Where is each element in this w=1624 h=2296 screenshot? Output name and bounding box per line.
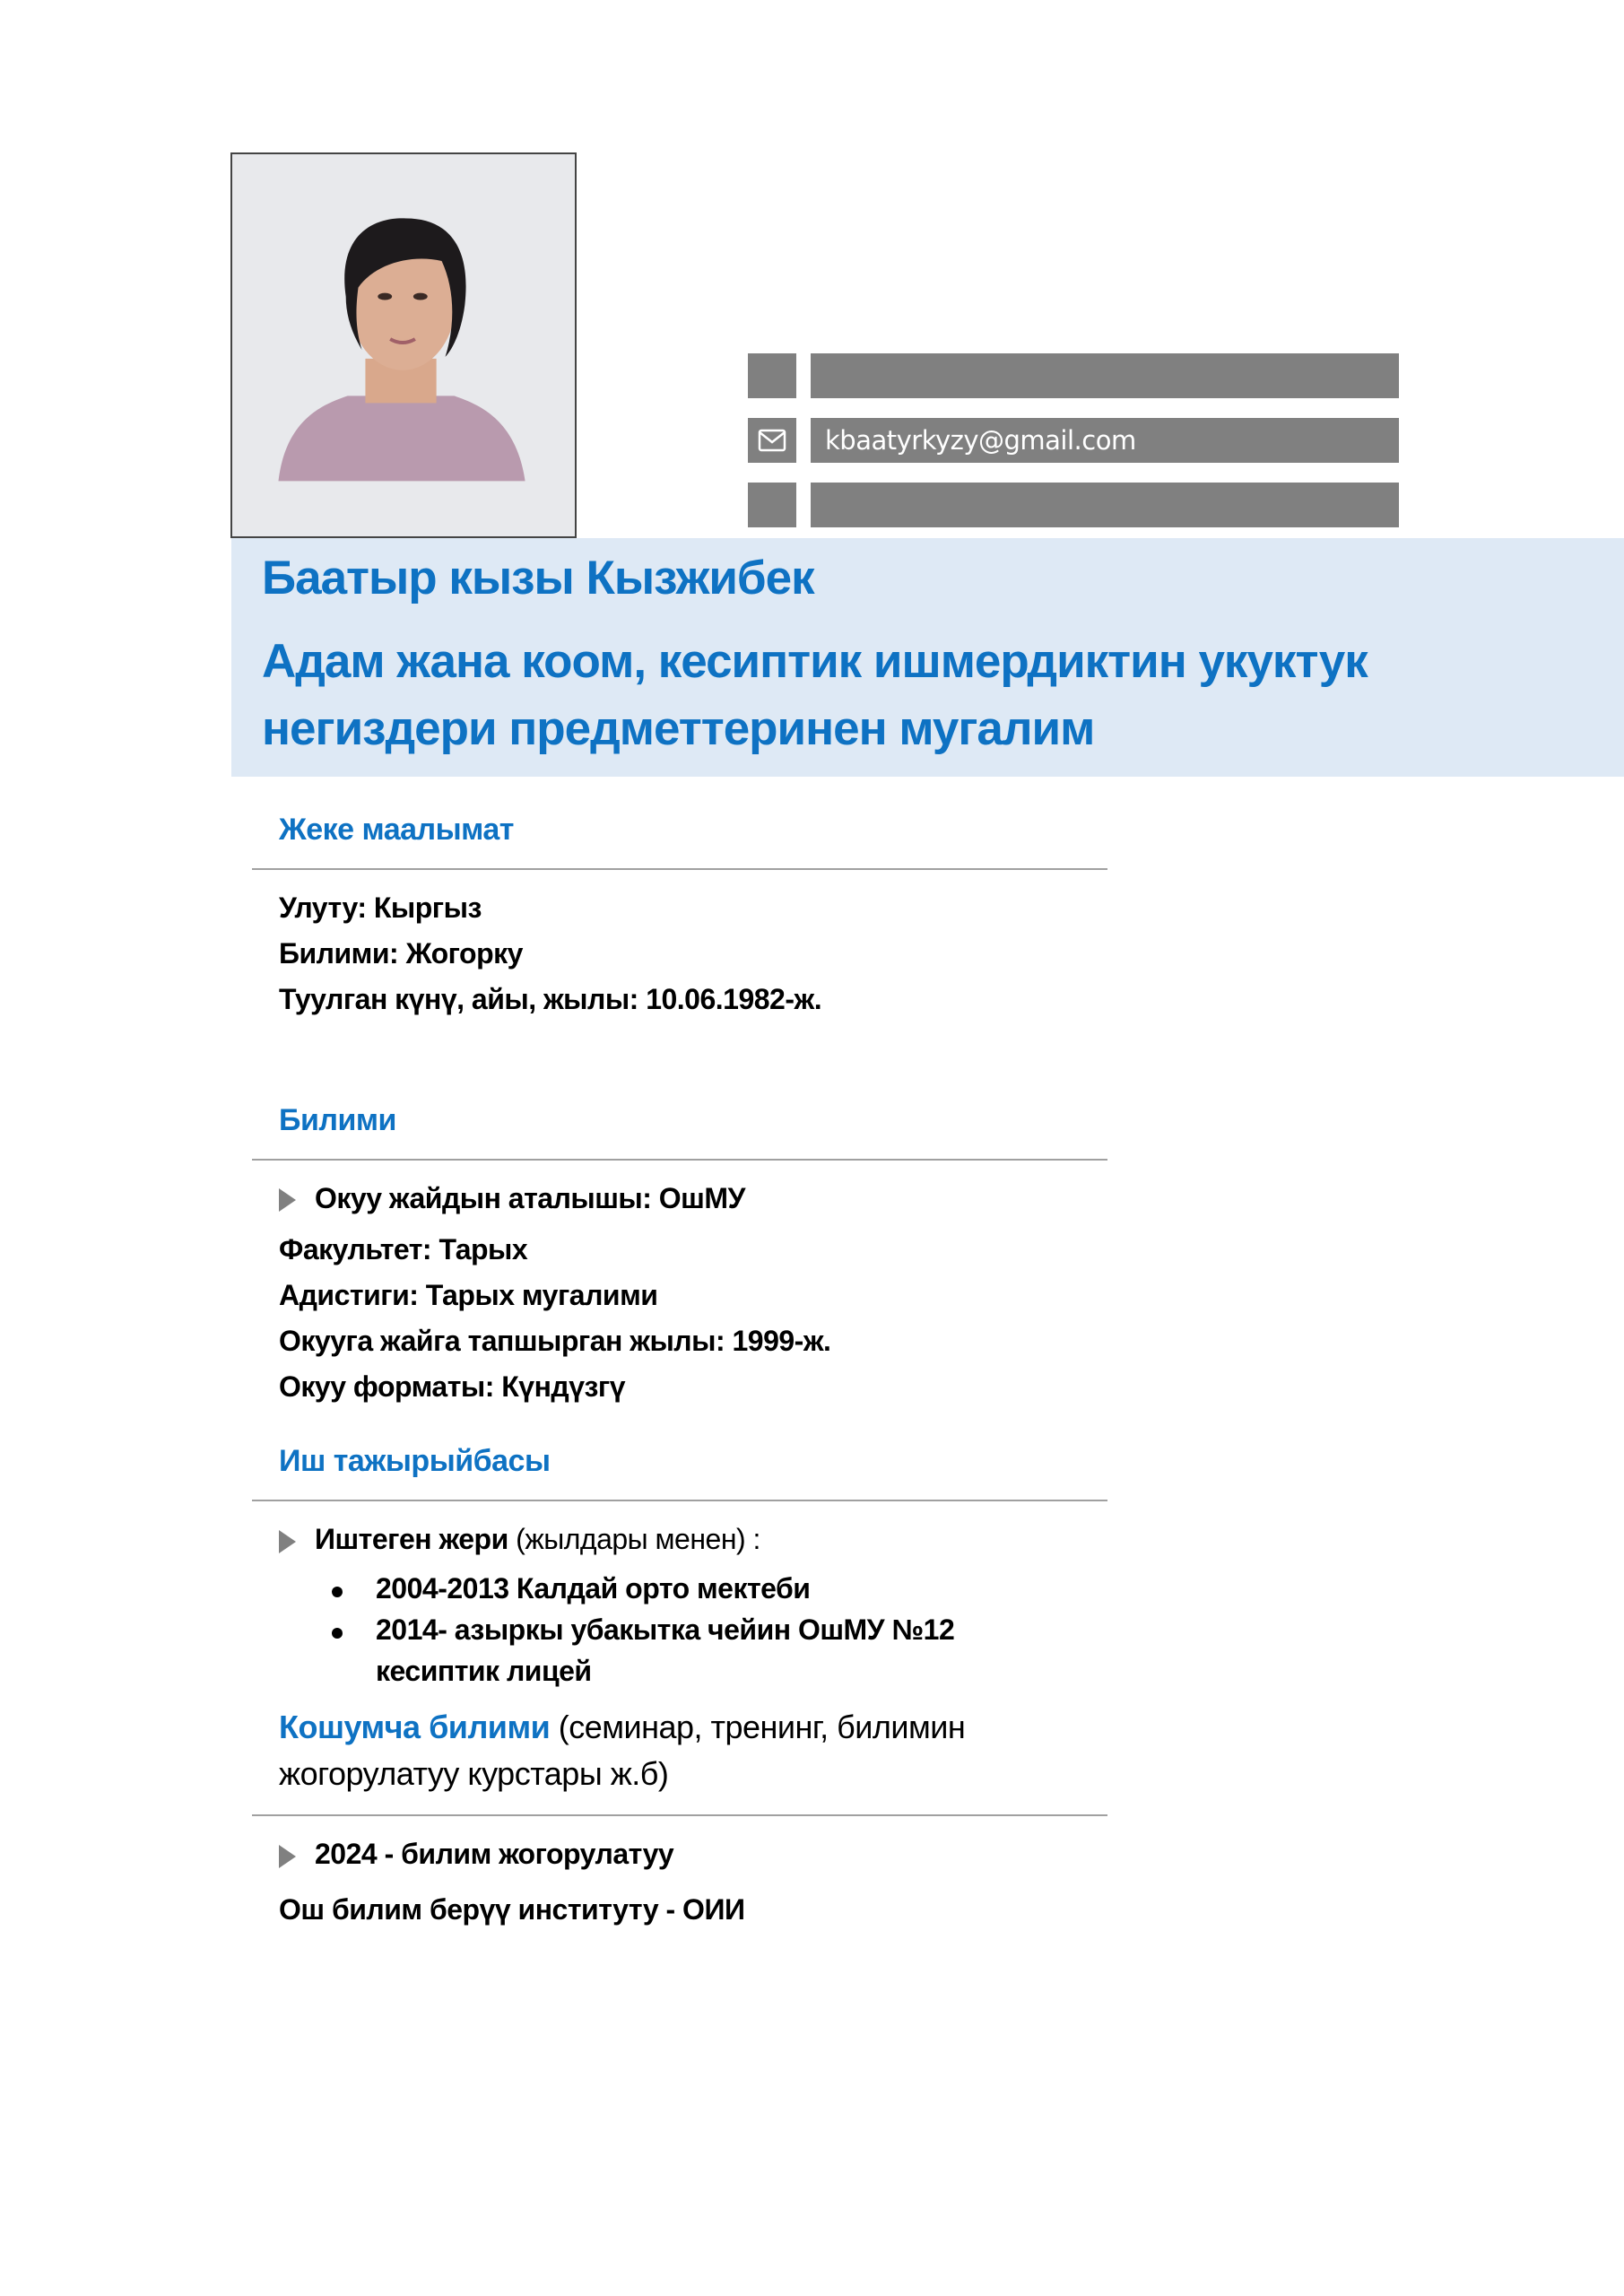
blank-icon <box>748 483 796 527</box>
name-banner <box>231 538 1624 777</box>
section-heading-additional <box>279 1704 1050 1797</box>
profile-photo <box>230 152 577 538</box>
section-heading-education: Билими <box>279 1103 396 1137</box>
additional-institution: Ош билим берүү институту - ОИИ <box>279 1893 745 1926</box>
workplace-label-text: Иштеген жери <box>315 1523 508 1555</box>
section-heading-personal: Жеке маалымат <box>279 813 514 847</box>
person-name: Баатыр кызы Кызжибек <box>262 552 814 604</box>
personal-line: Билими: Жогорку <box>279 937 523 970</box>
divider <box>252 1814 1107 1816</box>
email-link[interactable]: kbaatyrkyzy@gmail.com <box>811 418 1399 463</box>
divider <box>252 868 1107 870</box>
bullet-dot-icon <box>332 1587 343 1597</box>
personal-line: Туулган күнү, айы, жылы: 10.06.1982-ж. <box>279 983 822 1015</box>
work-item: 2004-2013 Калдай орто мектеби <box>376 1572 811 1605</box>
workplace-note: (жылдары менен) : <box>508 1523 760 1555</box>
additional-entry: 2024 - билим жогорулатуу <box>315 1838 674 1870</box>
education-line: Окууга жайга тапшырган жылы: 1999-ж. <box>279 1325 831 1357</box>
education-line: Окуу форматы: Күндүзгү <box>279 1370 626 1403</box>
personal-line: Улуту: Кыргыз <box>279 891 482 924</box>
divider <box>252 1159 1107 1161</box>
section-heading-experience: Иш тажырыйбасы <box>279 1444 551 1478</box>
divider <box>252 1500 1107 1501</box>
work-item: 2014- азыркы убакытка чейин ОшМУ №12 <box>376 1613 955 1646</box>
bullet-dot-icon <box>332 1628 343 1639</box>
triangle-bullet-icon <box>279 1845 296 1868</box>
blank-icon <box>748 353 796 398</box>
additional-heading: Кошумча билими <box>279 1709 551 1745</box>
additional-note: (семинар, тренинг, билимин жогорулатуу курстары ж.б) <box>279 1709 966 1792</box>
email-icon <box>748 418 796 463</box>
job-title: Адам жана коом, кесиптик ишмердиктин укуктук негиздери предметтеринен мугалим <box>262 635 1368 755</box>
contact-value <box>811 353 1399 398</box>
workplace-label <box>315 1523 760 1556</box>
triangle-bullet-icon <box>279 1188 296 1212</box>
education-institution: Окуу жайдын аталышы: ОшМУ <box>315 1182 745 1214</box>
education-line: Адистиги: Тарых мугалими <box>279 1279 658 1311</box>
contact-value <box>811 483 1399 527</box>
triangle-bullet-icon <box>279 1530 296 1553</box>
work-item-continued: кесиптик лицей <box>376 1655 592 1687</box>
education-line: Факультет: Тарых <box>279 1233 528 1265</box>
portrait-image <box>232 154 575 536</box>
